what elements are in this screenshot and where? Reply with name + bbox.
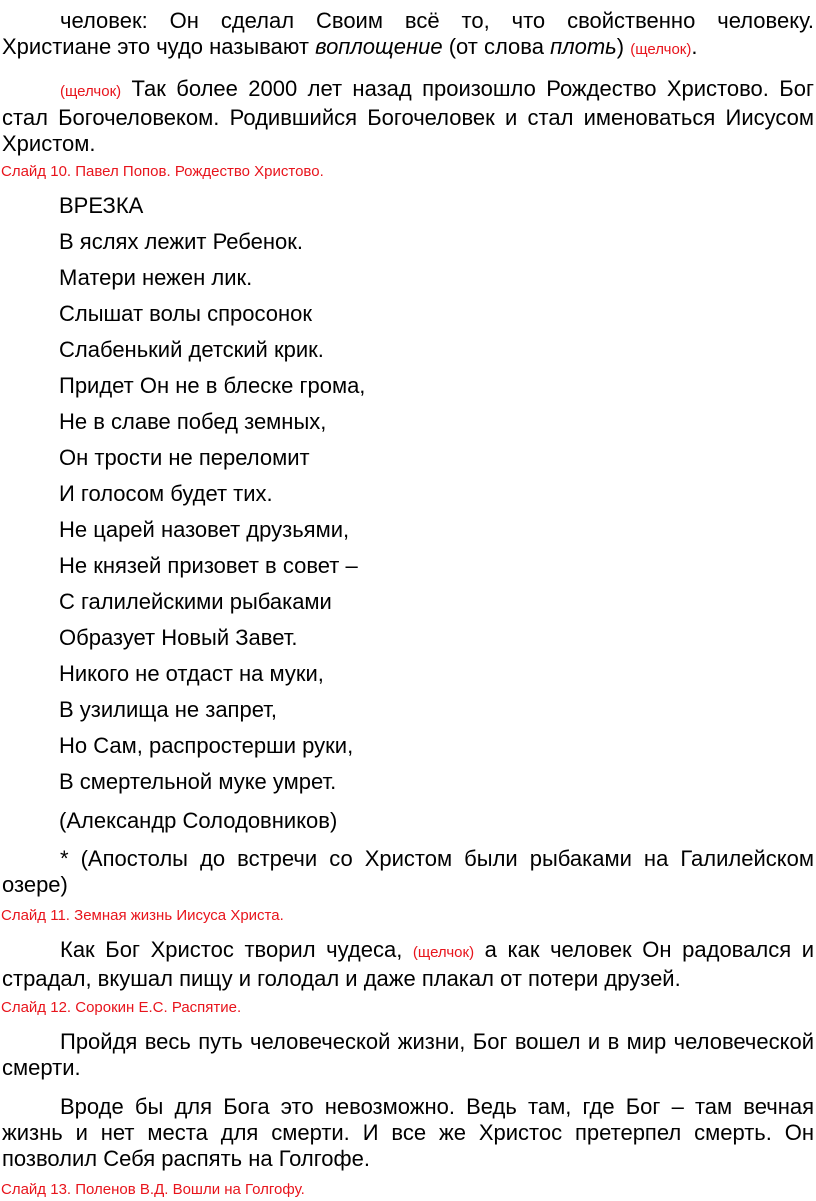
text-run: Так более 2000 лет назад произошло Рождество Христово. Бог стал Богочеловеком. Родившийся Богочеловек и стал именоваться Иисусом Христом. (2, 76, 814, 156)
poem-line: Придет Он не в блеске грома, (59, 373, 366, 398)
text-run: . (691, 34, 698, 59)
text-run: а как человек Он радовался и страдал, вкушал пищу и голодал и даже плакал от потери друзей. (2, 937, 815, 991)
click-note: (щелчок) (630, 41, 692, 58)
poem-line: В смертельной муке умрет. (59, 769, 337, 794)
poem-line: В яслях лежит Ребенок. (59, 229, 303, 254)
paragraph-incarnation (2, 8, 814, 63)
emphasis-term: воплощение (315, 34, 443, 59)
poem-line: Не царей назовет друзьями, (59, 517, 350, 542)
click-note: (щелчок) (60, 83, 122, 100)
click-note: (щелчок) (412, 944, 475, 961)
poem-line: Никого не отдаст на муки, (59, 661, 324, 686)
paragraph-golgotha: Вроде бы для Бога это невозможно. Ведь там, где Бог – там вечная жизнь и нет места для смерти. И все же Христос претерпел смерть. Он позволил Себя распять на Голгофе. (2, 1094, 814, 1171)
emphasis-term: плоть (550, 34, 617, 59)
poem-line: Не в славе побед земных, (59, 409, 327, 434)
slide-note-10: Слайд 10. Павел Попов. Рождество Христово. (1, 163, 324, 180)
poem-line: Не князей призовет в совет – (59, 553, 358, 578)
poem-line: Слабенький детский крик. (59, 337, 324, 362)
paragraph-line (2, 34, 814, 63)
poem-author: (Александр Солодовников) (59, 808, 338, 833)
poem-line: Образует Новый Завет. (59, 625, 298, 650)
footnote: * (Апостолы до встречи со Христом были рыбаками на Галилейском озере) (2, 846, 814, 897)
paragraph-earthly-life (2, 937, 814, 992)
paragraph-nativity (2, 76, 814, 157)
poem-line: В узилища не запрет, (59, 697, 277, 722)
text-run: Как Бог Христос творил чудеса, (60, 937, 413, 962)
poem-line: И голосом будет тих. (59, 481, 273, 506)
text-run: Христиане это чудо называют (2, 34, 316, 59)
slide-note-11: Слайд 11. Земная жизнь Иисуса Христа. (1, 907, 284, 924)
slide-note-13: Слайд 13. Поленов В.Д. Вошли на Голгофу. (1, 1181, 305, 1198)
poem-line: Он трости не переломит (59, 445, 310, 470)
slide-note-12: Слайд 12. Сорокин Е.С. Распятие. (1, 999, 242, 1016)
text-run: ) (616, 34, 631, 59)
paragraph-line: человек: Он сделал Своим всё то, что свойственно человеку. (60, 8, 814, 33)
poem-line: Слышат волы спросонок (59, 301, 312, 326)
poem-line: Но Сам, распростерши руки, (59, 733, 354, 758)
text-run: (от слова (442, 34, 551, 59)
poem-heading: ВРЕЗКА (59, 193, 144, 218)
poem-line: Матери нежен лик. (59, 265, 253, 290)
poem-line: С галилейскими рыбаками (59, 589, 332, 614)
paragraph-death: Пройдя весь путь человеческой жизни, Бог вошел и в мир человеческой смерти. (2, 1029, 814, 1080)
